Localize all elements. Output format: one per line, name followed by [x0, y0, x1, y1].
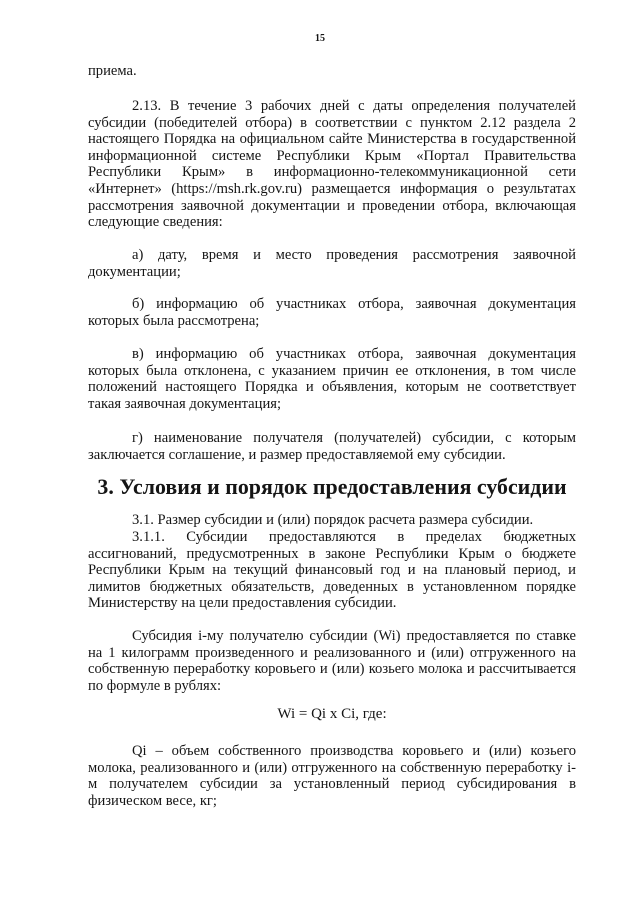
section-heading: 3. Условия и порядок предоставления субсидии	[97, 474, 567, 499]
list-item-b: б) информацию об участниках отбора, заявочная документация которых была рассмотрена;	[88, 296, 576, 329]
paragraph-2-13: 2.13. В течение 3 рабочих дней с даты определения получателей субсидии (победителей отбора) в соответствии с пунктом 2.12 раздела 2 настоящего Порядка на официальном сайте Министерства в государственной информационной системе Республики Крым «Портал Правительства Республики Крым» в информационно-телекоммуникационной сети «Интернет» (https://msh.rk.gov.ru) размещается информация о результатах рассмотрения заявочной документации и проведении отбора, включающая следующие сведения:	[88, 98, 576, 231]
formula: Wi = Qi x Ci, где:	[277, 706, 387, 722]
paragraph-subsidy-rate: Субсидия i-му получателю субсидии (Wi) предоставляется по ставке на 1 килограмм произведенного и реализованного и (или) отгруженного на собственную переработку коровьего и (или) козьего молока и рассчитывается по формуле в рублях:	[88, 628, 576, 694]
paragraph-3-1-1: 3.1.1. Субсидии предоставляются в пределах бюджетных ассигнований, предусмотренных в законе Республики Крым о бюджете Республики Крым на текущий финансовый год и на плановый период, и лимитов бюджетных обязательств, доведенных в установленном порядке Министерству на цели предоставления субсидии.	[88, 529, 576, 612]
paragraph-3-1: 3.1. Размер субсидии и (или) порядок расчета размера субсидии.	[132, 512, 534, 528]
paragraph-qi-definition: Qi – объем собственного производства коровьего и (или) козьего молока, реализованного и (или) отгруженного на собственную переработку i-м получателем субсидии за установленный период субсидирования в физическом весе, кг;	[88, 743, 576, 809]
paragraph-continuation: приема.	[88, 63, 137, 79]
list-item-d: г) наименование получателя (получателей) субсидии, с которым заключается соглашение, и размер предоставляемой ему субсидии.	[88, 430, 576, 463]
page-number: 15	[315, 33, 325, 44]
list-item-a: а) дату, время и место проведения рассмотрения заявочной документации;	[88, 247, 576, 280]
list-item-c: в) информацию об участниках отбора, заявочная документация которых была отклонена, с указанием причин ее отклонения, в том числе положений настоящего Порядка и объявления, которым не соответствует такая заявочная документация;	[88, 346, 576, 412]
